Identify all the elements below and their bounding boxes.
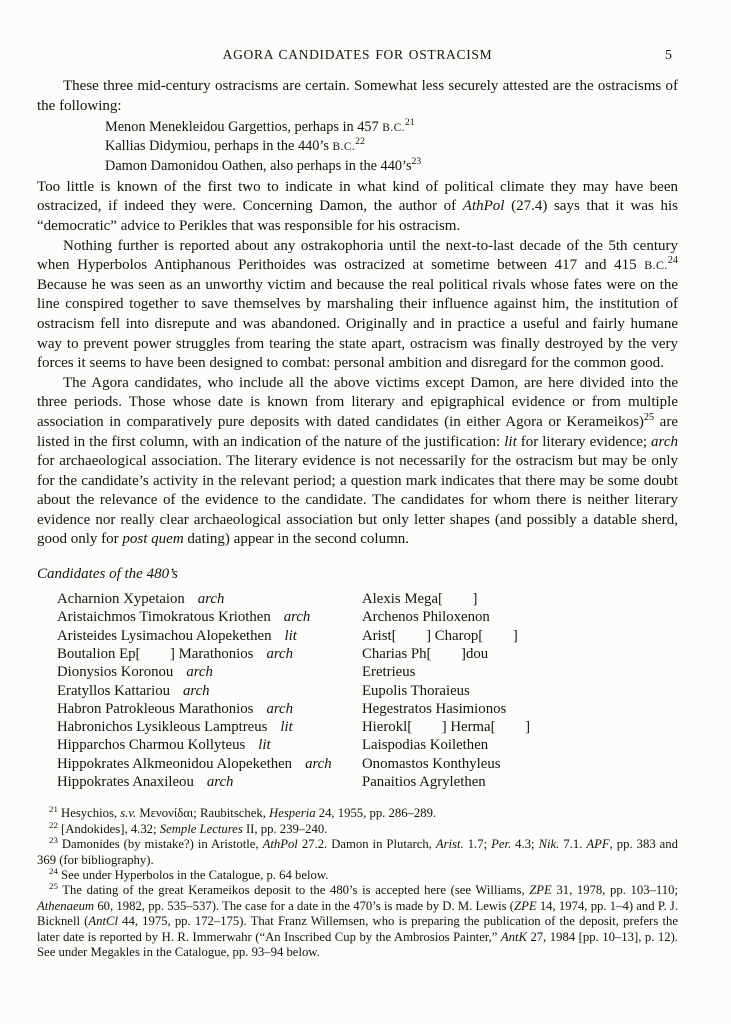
candidate-name: Panaitios Agrylethen (362, 774, 486, 791)
candidate-entry (362, 755, 543, 773)
victim-entry: Damon Damonidou Oathen, also perhaps in the $440’s^{23}$ (105, 155, 422, 174)
footnote-text: See under Hyperbolos in the Catalogue, p. 64 below. (57, 867, 329, 882)
evidence-tag: arch (283, 609, 311, 626)
candidate-name: Laispodias Koilethen (362, 737, 489, 754)
candidates-section (37, 566, 678, 791)
footnotes-section (37, 806, 678, 960)
candidate-entry (57, 773, 362, 791)
paragraph-too-little: Too little is known of the first two to indicate in what kind of political climate they may have been ostracized, if indeed they were. Concerning Damon, the author of AthPol (27.4) says that it was his “democratic” advice to Perikles that was responsible for his ostracism. (37, 178, 678, 234)
paragraph-hyperbolos: Nothing further is reported about any ostrakophoria until the next-to-last decade of the 5th century when Hyperbolos Antiphanous Perithoides was ostracized at sometime between 417 and 415 B.C.$^{24}$ Because he was seen as an unworthy victim and because the real political rivals whose fates were on the line conspired together to save themselves by marshaling their influence against him, the institution of ostracism fell into disrepute and was abandoned. Originally and in practice a useful and fairly humane way to prevent power struggles from tearing the state apart, ostracism was finally destroyed by the very forces it seems to have been designed to combat: personal ambition and disregard for the common good. (37, 237, 678, 372)
candidate-name: Aristeides Lysimachou Alopekethen (57, 627, 272, 644)
victim-list (105, 118, 678, 175)
candidate-entry (57, 718, 362, 736)
candidate-name: Arist[ ] Charop[ ] (362, 627, 518, 644)
evidence-tag: arch (266, 700, 294, 717)
footnote-text: The dating of the great Kerameikos deposit to the 480’s is accepted here (see Williams, ZPE 31, 1978, pp. 103–110; Athenaeum 60, 1982, pp. 535–537). The case for a date in the 470’s is made by D. M. Lewis (ZPE 14, 1974, pp. 1–4) and P. J. Bicknell (AntCl 44, 1975, pp. 172–175). That Franz Willemsen, who is preparing the publication of the deposit, prefers the later date is reported by H. R. Immerwahr (“An Inscribed Cup by the Ambrosios Painter,” AntK 27, 1984 [pp. 10–13], p. 12). See under Megakles in the Catalogue, pp. 93–94 below. (37, 883, 678, 959)
candidate-name: Eratyllos Kattariou (57, 682, 170, 699)
footnote (37, 883, 678, 960)
footnote-number: 22 (49, 819, 58, 830)
evidence-tag: arch (197, 591, 225, 608)
candidate-name: Onomastos Konthyleus (362, 755, 501, 772)
candidate-entry (362, 773, 543, 791)
candidate-entry (57, 700, 362, 718)
victim-entry: Kallias Didymiou, perhaps in the 440’s B.C.$^{22}$ (105, 136, 365, 155)
evidence-tag: lit (280, 719, 293, 736)
candidate-entry (362, 590, 543, 608)
page-number: 5 (665, 48, 672, 63)
candidate-entry (57, 755, 362, 773)
evidence-tag: arch (183, 682, 210, 699)
candidates-left-column (57, 590, 362, 791)
footnote-number: 21 (49, 804, 58, 815)
candidate-entry (362, 736, 543, 754)
footnote (37, 819, 678, 837)
candidate-entry (57, 736, 362, 754)
candidate-entry (362, 627, 543, 645)
candidate-name: Alexis Mega[ ] (362, 591, 478, 608)
candidate-name: Charias Ph[ ]dou (362, 645, 489, 662)
text-block (37, 0, 678, 960)
evidence-tag: arch (305, 755, 332, 772)
candidates-columns (57, 590, 678, 791)
running-title: AGORA CANDIDATES FOR OSTRACISM (222, 47, 493, 62)
candidate-entry (57, 645, 362, 663)
candidate-name: Habronichos Lysikleous Lamptreus (57, 719, 268, 736)
candidate-name: Hegestratos Hasimionos (362, 700, 507, 717)
candidate-name: Hippokrates Anaxileou (57, 774, 194, 791)
evidence-tag: arch (186, 664, 213, 681)
page-header (37, 47, 678, 65)
footnote-number: 23 (49, 834, 58, 845)
candidate-name: Habron Patrokleous Marathonios (57, 700, 254, 717)
footnote-number: 25 (49, 881, 58, 892)
candidate-entry (362, 663, 543, 681)
candidate-entry (362, 608, 543, 626)
candidate-entry (57, 590, 362, 608)
candidate-entry (57, 682, 362, 700)
candidate-entry (57, 627, 362, 645)
footnote-text: Damonides (by mistake?) in Aristotle, AthPol 27.2. Damon in Plutarch, Arist. 1.7; Per. 4.3; Nik. 7.1. APF, pp. 383 and 369 (for bibliography). (37, 837, 678, 867)
candidate-entry (362, 718, 543, 736)
candidate-name: Archenos Philoxenon (362, 609, 490, 626)
footnote (37, 834, 678, 868)
victim-entry: Menon Menekleidou Gargettios, perhaps in 457 B.C.$^{21}$ (105, 117, 415, 136)
paragraph-intro: These three mid-century ostracisms are certain. Somewhat less securely attested are the ostracisms of the following: (37, 78, 678, 114)
candidate-name: Hierokl[ ] Herma[ ] (362, 719, 531, 736)
paragraph-agora-candidates: The Agora candidates, who include all the above victims except Damon, are here divided into the three periods. Those whose date is known from literary and epigraphical evidence or from multiple association in comparatively pure deposits with dated candidates (in either Agora or Kerameikos)$^{25}$ are listed in the first column, with an indication of the nature of the justification: lit for literary evidence; arch for archaeological association. The literary evidence is not necessarily for the ostracism but may be only for the candidate’s activity in the relevant period; a question mark indicates that there may be some doubt about the relevance of the evidence to the candidate. The candidates for whom there is neither literary evidence nor really clear archaeological association but only letter shapes (and possibly a datable sherd, good only for post quem dating) appear in the second column. (37, 374, 678, 548)
candidate-name: Dionysios Koronou (57, 664, 174, 681)
evidence-tag: lit (284, 627, 297, 644)
footnote-text: Hesychios, s.v. Μενονίδαι; Raubitschek, Hesperia 24, 1955, pp. 286–289. (57, 806, 437, 821)
candidate-entry (57, 663, 362, 681)
evidence-tag: lit (258, 737, 271, 754)
candidate-name: Boutalion Ep[ ] Marathonios (57, 645, 254, 662)
body-text (37, 77, 678, 550)
candidate-name: Hipparchos Charmou Kollyteus (57, 737, 246, 754)
footnote (37, 806, 678, 821)
candidate-name: Hippokrates Alkmeonidou Alopekethen (57, 755, 293, 772)
evidence-tag: arch (266, 645, 294, 662)
footnote-text: [Andokides], 4.32; Semple Lectures II, pp. 239–240. (57, 821, 328, 836)
candidates-heading: Candidates of the 480’s (37, 566, 178, 583)
candidate-entry (362, 645, 543, 663)
candidate-entry (362, 682, 543, 700)
candidate-name: Eupolis Thoraieus (362, 682, 470, 699)
footnote (37, 865, 678, 883)
footnote-number: 24 (49, 865, 58, 876)
evidence-tag: arch (206, 774, 234, 791)
candidate-entry (362, 700, 543, 718)
candidates-right-column (362, 590, 543, 791)
candidate-name: Acharnion Xypetaion (57, 591, 185, 608)
candidate-entry (57, 608, 362, 626)
candidate-name: Eretrieus (362, 664, 416, 681)
candidate-name: Aristaichmos Timokratous Kriothen (57, 609, 271, 626)
